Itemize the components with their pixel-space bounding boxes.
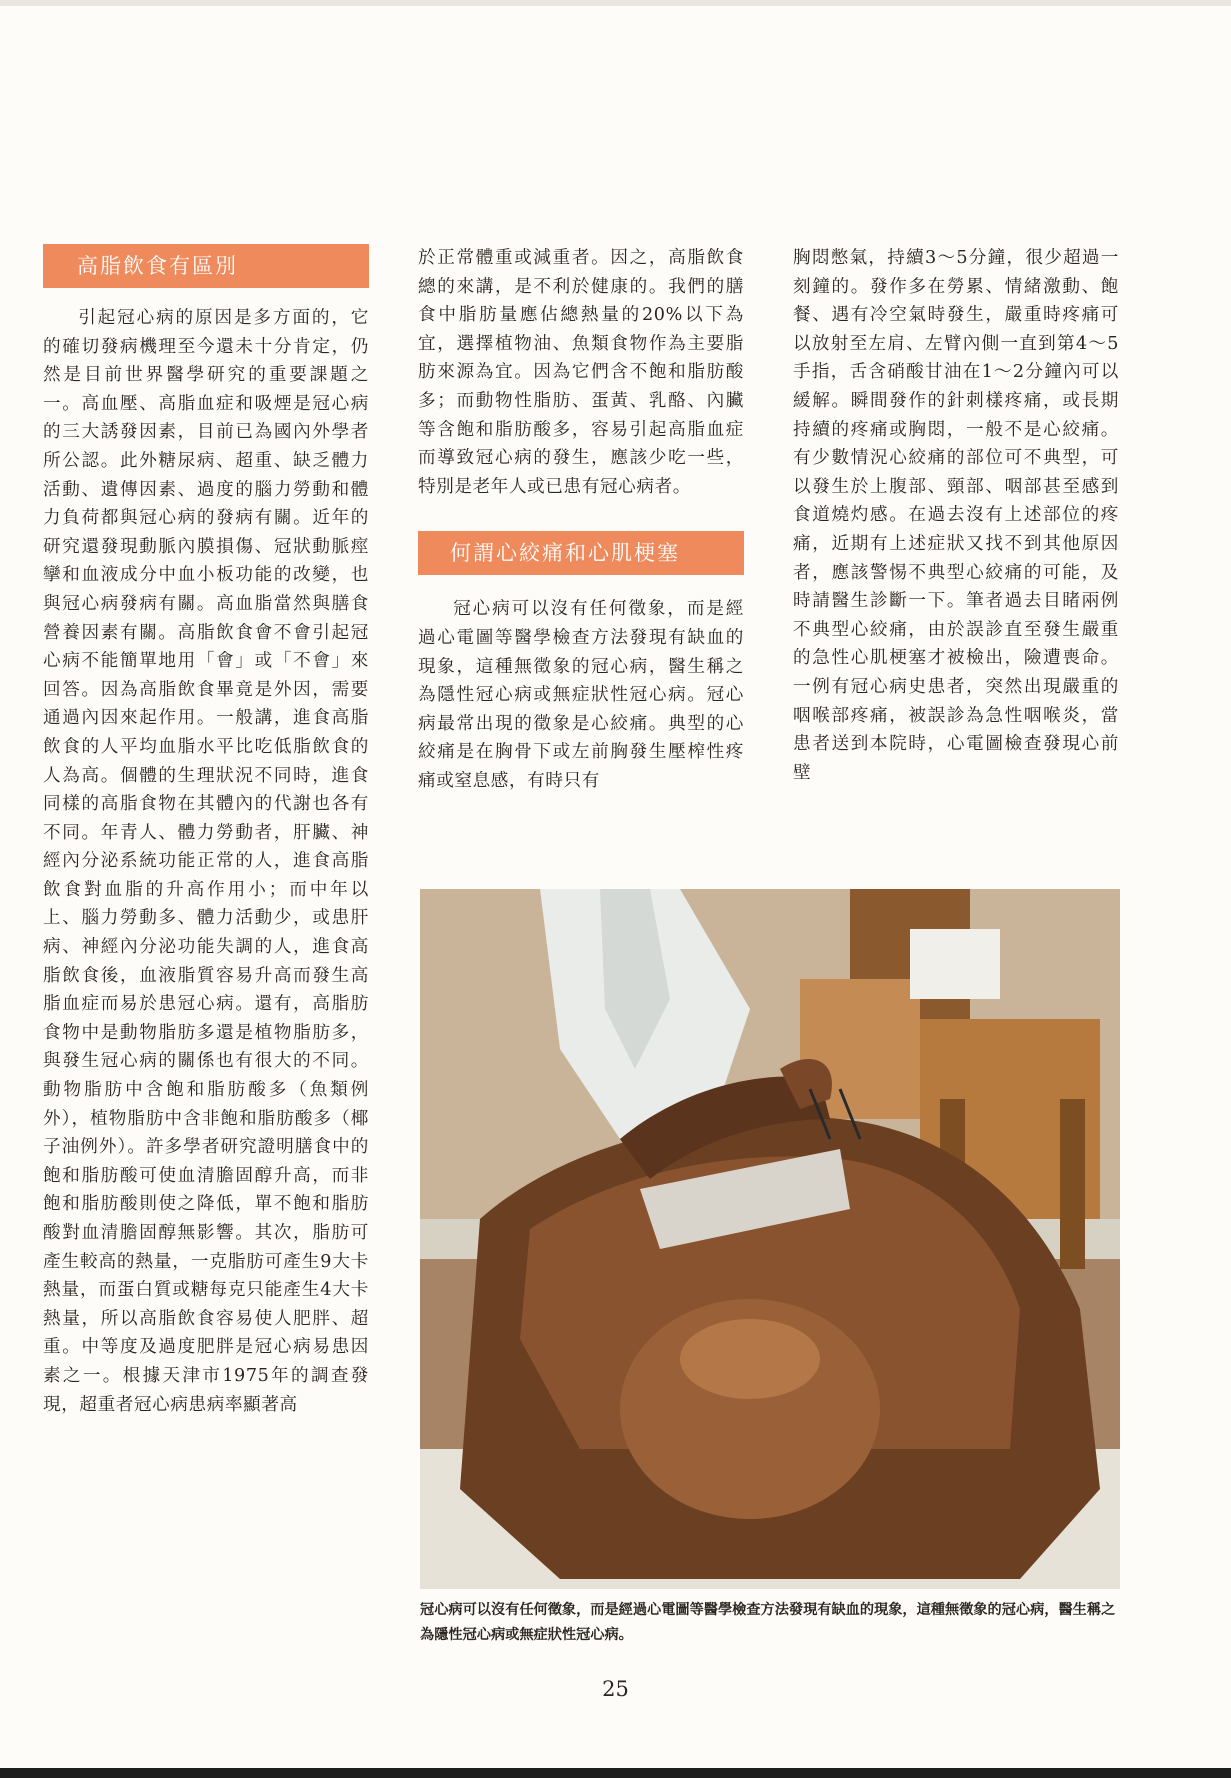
- section-heading-angina-infarction: 何謂心絞痛和心肌梗塞: [418, 531, 744, 575]
- page-number: 25: [602, 1677, 629, 1701]
- body-paragraph-angina: 冠心病可以沒有任何徵象，而是經過心電圖等醫學檢查方法發現有缺血的現象，這種無徵象的冠心病，醫生稱之為隱性冠心病或無症狀性冠心病。冠心病最常出現的徵象是心絞痛。典型的心絞痛是在胸骨下或左前胸發生壓榨性疼痛或窒息感，有時只有: [418, 599, 744, 791]
- body-paragraph-high-fat-diet: 引起冠心病的原因是多方面的，它的確切發病機理至今還未十分肯定，仍然是目前世界醫學研究的重要課題之一。高血壓、高脂血症和吸煙是冠心病的三大誘發因素，目前已為國內外學者所公認。此外糖尿病、超重、缺乏體力活動、遺傳因素、過度的腦力勞動和體力負荷都與冠心病的發病有關。近年的研究還發現動脈內膜損傷、冠狀動脈痙攣和血液成分中血小板功能的改變，也與冠心病發病有關。高血脂當然與膳食營養因素有關。高脂飲食會不會引起冠心病不能簡單地用「會」或「不會」來回答。因為高脂飲食畢竟是外因，需要通過內因來起作用。一般講，進食高脂飲食的人平均血脂水平比吃低脂飲食的人為高。個體的生理狀況不同時，進食同樣的高脂食物在其體內的代謝也各有不同。年青人、體力勞動者，肝臟、神經內分泌系統功能正常的人，進食高脂飲食對血脂的升高作用小；而中年以上、腦力勞動多、體力活動少，或患肝病、神經內分泌功能失調的人，進食高脂飲食後，血液脂質容易升高而發生高脂血症而易於患冠心病。還有，高脂肪食物中是動物脂肪多還是植物脂肪多，與發生冠心病的關係也有很大的不同。動物脂肪中含飽和脂肪酸多（魚類例外），植物脂肪中含非飽和脂肪酸多（椰子油例外）。許多學者研究證明膳食中的飽和脂肪酸可使血清膽固醇升高，而非飽和脂肪酸則使之降低，單不飽和脂肪酸對血清膽固醇無影響。其次，脂肪可產生較高的熱量，一克脂肪可產生9大卡熱量，而蛋白質或糖每克只能產生4大卡熱量，所以高脂飲食容易使人肥胖、超重。中等度及過度肥胖是冠心病易患因素之一。根據天津市1975年的調查發現，超重者冠心病患病率顯著高: [43, 308, 369, 1415]
- body-paragraph-high-fat-diet-continued: 於正常體重或減重者。因之，高脂飲食總的來講，是不利於健康的。我們的膳食中脂肪量應佔總熱量的20%以下為宜，選擇植物油、魚類食物作為主要脂肪來源為宜。因為它們含不飽和脂肪酸多；而動物性脂肪、蛋黃、乳酪、內臟等含飽和脂肪酸多，容易引起高脂血症而導致冠心病的發生，應該少吃一些，特別是老年人或已患有冠心病者。: [418, 248, 744, 497]
- section-heading-high-fat-diet: 高脂飲食有區別: [43, 244, 369, 288]
- page-top-edge: [0, 0, 1231, 6]
- column-1: [43, 244, 369, 1419]
- column-3: [793, 244, 1119, 787]
- page-bottom-edge: [0, 1768, 1231, 1778]
- ecg-photo-illustration: [420, 889, 1120, 1589]
- body-paragraph-angina-continued: 胸悶憋氣，持續3～5分鐘，很少超過一刻鐘的。發作多在勞累、情緒激動、飽餐、遇有冷空氣時發生，嚴重時疼痛可以放射至左肩、左臂內側一直到第4～5手指，舌含硝酸甘油在1～2分鐘內可以緩解。瞬間發作的針刺樣疼痛，或長期持續的疼痛或胸悶，一般不是心絞痛。有少數情況心絞痛的部位可不典型，可以發生於上腹部、頸部、咽部甚至感到食道燒灼感。在過去沒有上述部位的疼痛，近期有上述症狀又找不到其他原因者，應該警惕不典型心絞痛的可能，及時請醫生診斷一下。筆者過去目睹兩例不典型心絞痛，由於誤診直至發生嚴重的急性心肌梗塞才被檢出，險遭喪命。一例有冠心病史患者，突然出現嚴重的咽喉部疼痛，被誤診為急性咽喉炎，當患者送到本院時，心電圖檢查發現心前壁: [793, 248, 1119, 783]
- column-2: [418, 244, 744, 796]
- photo-caption: 冠心病可以沒有任何徵象，而是經過心電圖等醫學檢查方法發現有缺血的現象，這種無徵象的冠心病，醫生稱之為隱性冠心病或無症狀性冠心病。: [420, 1602, 1116, 1643]
- ecg-examination-photo: [420, 889, 1120, 1589]
